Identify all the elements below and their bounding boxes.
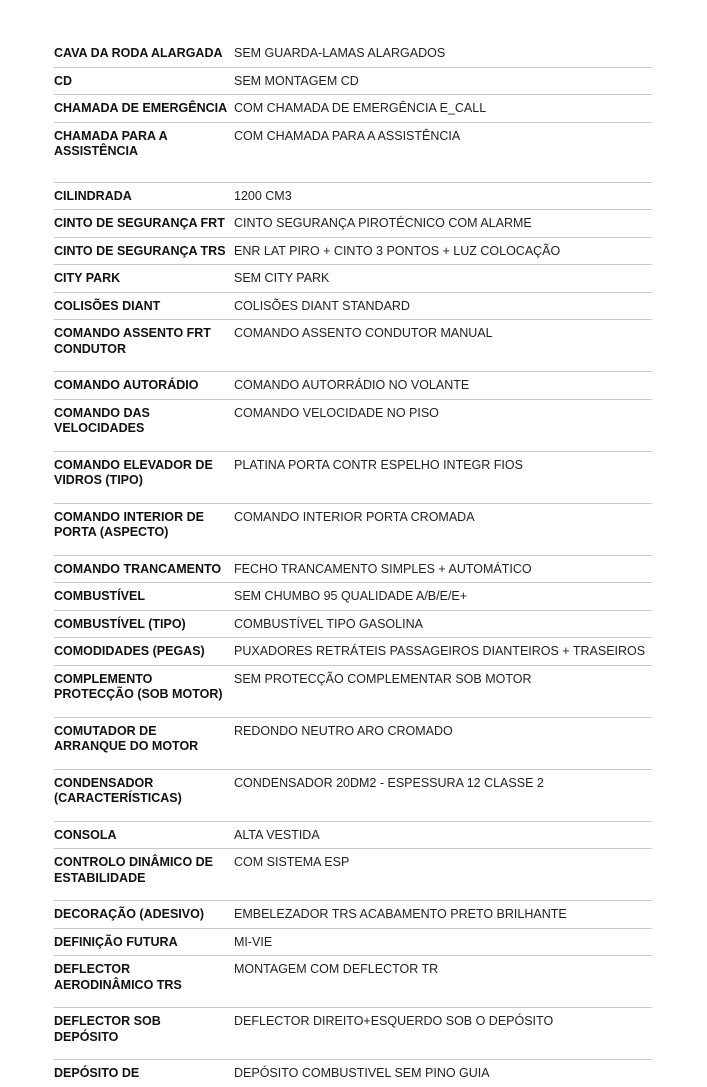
spec-value: DEFLECTOR DIREITO+ESQUERDO SOB O DEPÓSITO (234, 1014, 554, 1028)
spec-label: CILINDRADA (54, 188, 132, 203)
spec-label: COMANDO ELEVADOR DE VIDROS (TIPO) (54, 457, 213, 487)
spec-value: 1200 CM3 (234, 188, 292, 203)
spec-label: CHAMADA PARA A ASSISTÊNCIA (54, 128, 168, 158)
spec-label: COMPLEMENTO PROTECÇÃO (SOB MOTOR) (54, 671, 223, 701)
table-row (54, 504, 652, 556)
spec-value: COMANDO AUTORRÁDIO NO VOLANTE (234, 378, 470, 392)
table-row (54, 718, 652, 770)
spec-value: COLISÕES DIANT STANDARD (234, 298, 410, 313)
table-row (54, 320, 652, 372)
spec-label: CONTROLO DINÂMICO DE ESTABILIDADE (54, 855, 214, 885)
spec-label: DEPÓSITO DE (54, 1066, 140, 1080)
spec-label: CINTO DE SEGURANÇA TRS (54, 243, 226, 258)
table-row (54, 372, 652, 400)
spec-label: COMBUSTÍVEL (54, 589, 145, 603)
table-row (54, 183, 652, 211)
spec-label: CINTO DE SEGURANÇA FRT (54, 216, 225, 230)
spec-value: SEM MONTAGEM CD (234, 73, 359, 88)
spec-value: CONDENSADOR 20DM2 - ESPESSURA 12 CLASSE 2 (234, 775, 544, 790)
spec-label: CHAMADA DE EMERGÊNCIA (54, 101, 228, 115)
table-row (54, 265, 652, 293)
spec-label: COMANDO ASSENTO FRT CONDUTOR (54, 326, 211, 356)
table-row (54, 400, 652, 452)
spec-value: COMBUSTÍVEL TIPO GASOLINA (234, 616, 423, 631)
table-row (54, 123, 652, 183)
spec-value: EMBELEZADOR TRS ACABAMENTO PRETO BRILHANTE (234, 907, 567, 921)
spec-label: COMANDO DAS VELOCIDADES (54, 405, 150, 435)
table-row (54, 40, 652, 68)
table-row (54, 68, 652, 96)
spec-value: COM CHAMADA DE EMERGÊNCIA E_CALL (234, 101, 487, 115)
spec-value: DEPÓSITO COMBUSTIVEL SEM PINO GUIA (234, 1066, 490, 1080)
table-row (54, 452, 652, 504)
spec-label: DEFLECTOR AERODINÂMICO TRS (54, 962, 182, 992)
spec-label: COMUTADOR DE ARRANQUE DO MOTOR (54, 723, 199, 753)
spec-value: REDONDO NEUTRO ARO CROMADO (234, 723, 453, 738)
spec-label: COMANDO INTERIOR DE PORTA (ASPECTO) (54, 509, 204, 539)
spec-label: CAVA DA RODA ALARGADA (54, 46, 223, 60)
table-row (54, 638, 652, 666)
spec-label: DEFINIÇÃO FUTURA (54, 934, 178, 949)
table-row (54, 822, 652, 850)
spec-value: COM CHAMADA PARA A ASSISTÊNCIA (234, 128, 461, 143)
table-row (54, 556, 652, 584)
table-row (54, 1008, 652, 1060)
spec-value: COMANDO ASSENTO CONDUTOR MANUAL (234, 326, 493, 340)
table-row (54, 1060, 652, 1087)
spec-label: COMBUSTÍVEL (TIPO) (54, 616, 186, 631)
table-row (54, 293, 652, 321)
table-row (54, 95, 652, 123)
spec-value: MONTAGEM COM DEFLECTOR TR (234, 962, 439, 976)
spec-value: ALTA VESTIDA (234, 827, 320, 842)
spec-label: CONSOLA (54, 827, 117, 842)
spec-label: DEFLECTOR SOB DEPÓSITO (54, 1014, 161, 1044)
spec-value: COM SISTEMA ESP (234, 855, 350, 869)
spec-label: COMODIDADES (PEGAS) (54, 644, 205, 658)
spec-value: SEM GUARDA-LAMAS ALARGADOS (234, 46, 446, 60)
spec-label: CONDENSADOR (CARACTERÍSTICAS) (54, 775, 182, 805)
spec-value: ENR LAT PIRO + CINTO 3 PONTOS + LUZ COLOCAÇÃO (234, 243, 561, 258)
spec-value: COMANDO INTERIOR PORTA CROMADA (234, 509, 475, 524)
table-row (54, 583, 652, 611)
spec-value: PLATINA PORTA CONTR ESPELHO INTEGR FIOS (234, 457, 523, 472)
spec-value: PUXADORES RETRÁTEIS PASSAGEIROS DIANTEIROS + TRASEIROS (234, 644, 646, 658)
spec-label: COMANDO TRANCAMENTO (54, 561, 222, 576)
spec-value: COMANDO VELOCIDADE NO PISO (234, 405, 439, 420)
spec-label: CD (54, 73, 73, 88)
spec-table (54, 40, 652, 1087)
table-row (54, 611, 652, 639)
spec-value: SEM CHUMBO 95 QUALIDADE A/B/E/E+ (234, 589, 468, 603)
table-row (54, 929, 652, 957)
spec-label: DECORAÇÃO (ADESIVO) (54, 907, 205, 921)
table-row (54, 956, 652, 1008)
spec-label: COMANDO AUTORÁDIO (54, 378, 199, 392)
spec-label: CITY PARK (54, 271, 121, 285)
table-row (54, 238, 652, 266)
table-row (54, 210, 652, 238)
table-row (54, 666, 652, 718)
spec-value: SEM CITY PARK (234, 271, 330, 285)
spec-label: COLISÕES DIANT (54, 298, 161, 313)
table-row (54, 849, 652, 901)
table-row (54, 901, 652, 929)
spec-value: MI-VIE (234, 934, 273, 949)
spec-value: FECHO TRANCAMENTO SIMPLES + AUTOMÁTICO (234, 561, 532, 576)
table-row (54, 770, 652, 822)
spec-value: SEM PROTECÇÃO COMPLEMENTAR SOB MOTOR (234, 671, 532, 686)
spec-value: CINTO SEGURANÇA PIROTÉCNICO COM ALARME (234, 216, 532, 230)
